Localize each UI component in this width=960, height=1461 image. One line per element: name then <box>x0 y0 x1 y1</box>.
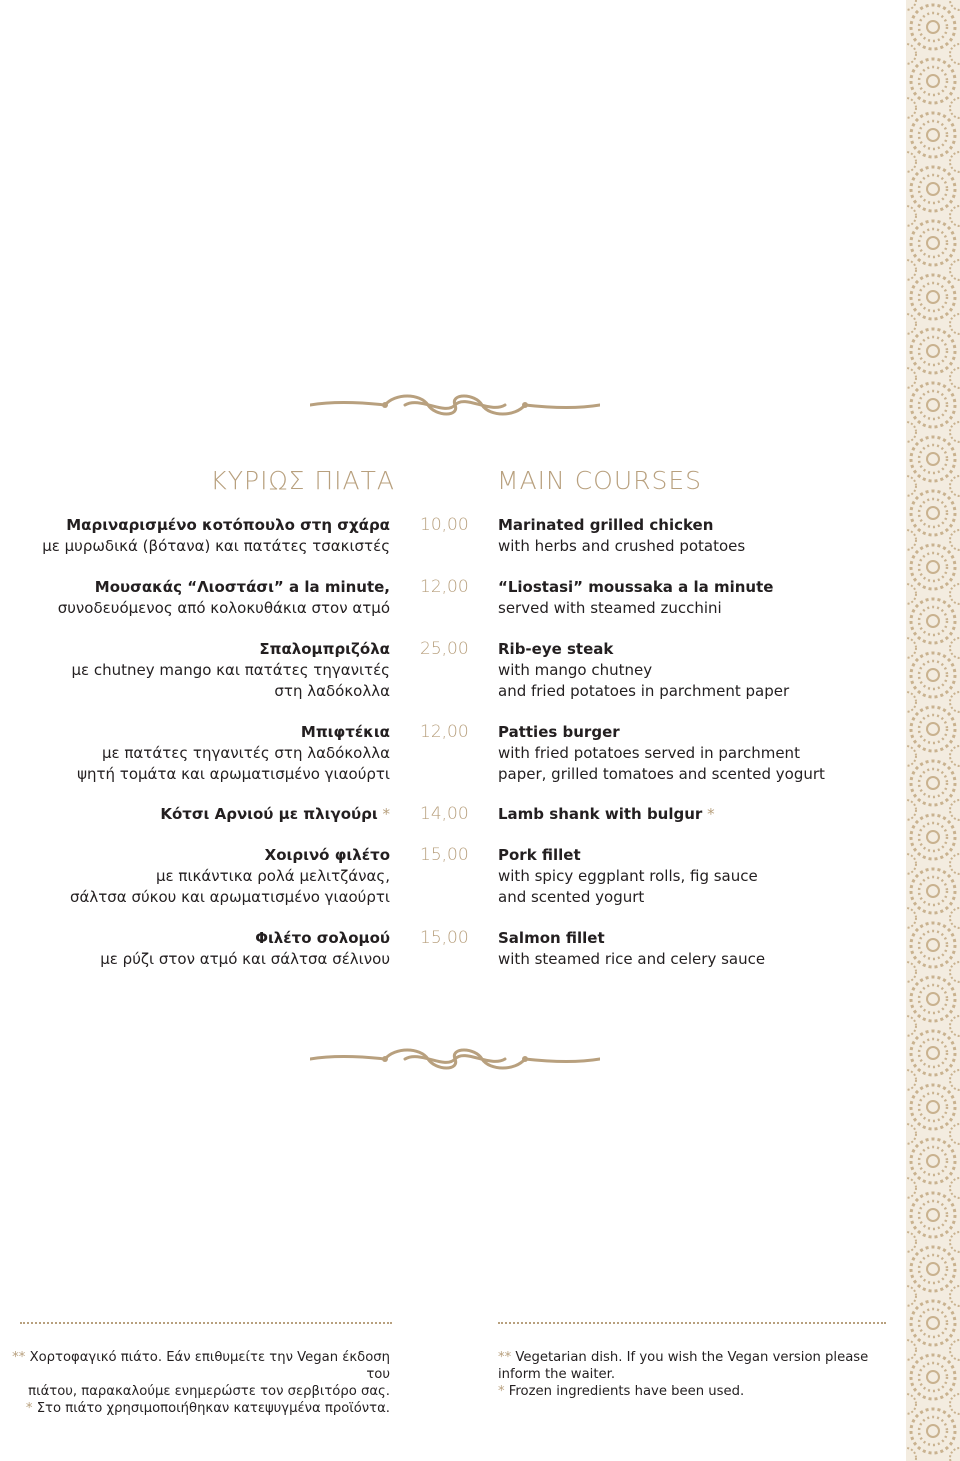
menu-item-en <box>498 577 773 619</box>
item-desc-en: with fried potatoes served in parchment <box>498 744 800 762</box>
menu-item-en <box>498 515 745 557</box>
item-name-en: Patties burger <box>498 723 620 741</box>
scroll-ornament-icon <box>310 1042 600 1076</box>
menu-item-gr <box>70 845 390 908</box>
item-desc-en: with steamed rice and celery sauce <box>498 950 766 968</box>
scroll-ornament-icon <box>310 388 600 422</box>
footnote-text: Χορτοφαγικό πιάτο. Εάν επιθυμείτε την Vegan έκδοση του <box>29 1350 390 1382</box>
frozen-marker: * <box>498 1384 505 1399</box>
item-desc-en: with herbs and crushed potatoes <box>498 537 746 555</box>
item-desc-gr: με πατάτες τηγανιτές στη λαδόκολλα <box>101 744 390 762</box>
footnote-divider <box>498 1322 886 1324</box>
item-price: 15,00 <box>420 845 469 865</box>
item-desc-gr: με chutney mango και πατάτες τηγανιτές <box>71 661 390 679</box>
item-desc-gr: στη λαδόκολλα <box>274 682 390 700</box>
item-name-gr: Κότσι Αρνιού με πλιγούρι <box>160 805 378 823</box>
menu-item-gr <box>77 722 390 785</box>
frozen-marker: * <box>382 805 390 823</box>
item-desc-gr: με μυρωδικά (βότανα) και πατάτες τσακιστές <box>42 537 390 555</box>
item-desc-en: and fried potatoes in parchment paper <box>498 682 790 700</box>
footnotes-en <box>498 1349 868 1400</box>
footnotes-gr <box>0 1349 390 1417</box>
item-desc-gr: σάλτσα σύκου και αρωματισμένο γιαούρτι <box>69 888 390 906</box>
item-desc-gr: με πικάντικα ρολά μελιτζάνας, <box>156 867 390 885</box>
item-desc-en: with mango chutney <box>498 661 653 679</box>
item-desc-en: served with steamed zucchini <box>498 599 722 617</box>
item-name-gr: Μαριναρισμένο κοτόπουλο στη σχάρα <box>66 516 390 534</box>
greek-section-heading: ΚΥΡΙΩΣ ΠΙΑΤΑ <box>210 466 395 495</box>
frozen-marker: * <box>707 805 715 823</box>
item-name-en: Salmon fillet <box>498 929 605 947</box>
footnote-text: πιάτου, παρακαλούμε ενημερώστε τον σερβιτόρο σας. <box>28 1384 390 1399</box>
item-desc-gr: συνοδευόμενος από κολοκυθάκια στον ατμό <box>57 599 390 617</box>
vegetarian-marker: ** <box>498 1350 512 1365</box>
item-price: 12,00 <box>420 577 469 597</box>
item-price: 14,00 <box>420 804 469 824</box>
lace-border-pattern <box>906 0 960 1461</box>
item-desc-gr: ψητή τομάτα και αρωματισμένο γιαούρτι <box>77 765 390 783</box>
item-price: 10,00 <box>420 515 469 535</box>
frozen-marker: * <box>25 1401 33 1416</box>
menu-item-gr <box>58 577 390 619</box>
item-desc-gr: με ρύζι στον ατμό και σάλτσα σέλινου <box>100 950 390 968</box>
item-name-gr: Μπιφτέκια <box>300 723 390 741</box>
menu-item-gr <box>42 515 390 557</box>
menu-item-en <box>498 722 825 785</box>
menu-item-en <box>498 928 765 970</box>
footnote-text: Στο πιάτο χρησιμοποιήθηκαν κατεψυγμένα προϊόντα. <box>36 1401 390 1416</box>
vegetarian-marker: ** <box>12 1350 26 1365</box>
english-section-heading: MAIN COURSES <box>497 466 703 495</box>
item-name-en: Pork fillet <box>498 846 581 864</box>
item-name-en: Rib-eye steak <box>498 640 614 658</box>
menu-item-gr <box>160 804 390 825</box>
footnote-divider <box>20 1322 392 1324</box>
footnote-text: Vegetarian dish. If you wish the Vegan version please <box>515 1350 869 1365</box>
item-name-en: Marinated grilled chicken <box>498 516 714 534</box>
item-name-en: “Liostasi” moussaka a la minute <box>498 578 774 596</box>
item-price: 15,00 <box>420 928 469 948</box>
item-name-en: Lamb shank with bulgur <box>498 805 703 823</box>
menu-item-en <box>498 845 758 908</box>
footnote-text: Frozen ingredients have been used. <box>508 1384 745 1399</box>
item-desc-en: and scented yogurt <box>498 888 645 906</box>
item-name-gr: Χοιρινό φιλέτο <box>264 846 390 864</box>
item-price: 12,00 <box>420 722 469 742</box>
item-name-gr: Φιλέτο σολομού <box>255 929 390 947</box>
menu-item-gr <box>71 639 390 702</box>
item-desc-en: paper, grilled tomatoes and scented yogurt <box>498 765 825 783</box>
menu-item-en <box>498 804 715 825</box>
item-desc-en: with spicy eggplant rolls, fig sauce <box>498 867 758 885</box>
footnote-text: inform the waiter. <box>498 1367 616 1382</box>
item-price: 25,00 <box>420 639 469 659</box>
menu-item-gr <box>100 928 390 970</box>
item-name-gr: Μουσακάς “Λιοστάσι” a la minute, <box>94 578 390 596</box>
menu-item-en <box>498 639 789 702</box>
item-name-gr: Σπαλομπριζόλα <box>259 640 390 658</box>
